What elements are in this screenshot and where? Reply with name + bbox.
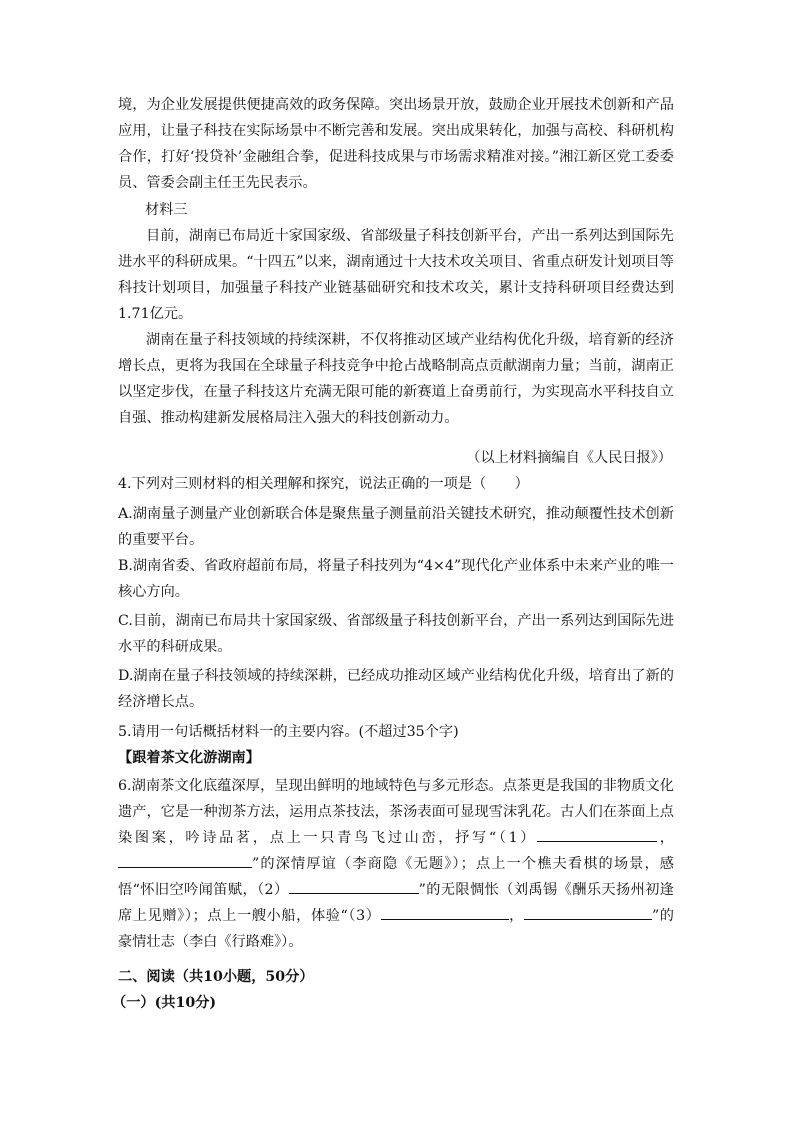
question-4-option-c: C.目前，湖南已布局共十家国家级、省部级量子科技创新平台，产出一系列达到国际先进水平的科研成果。 (118, 613, 674, 655)
question-4: 4.下列对三则材料的相关理解和探究，说法正确的一项是（ ） (118, 476, 529, 492)
tea-culture-section-heading: 【跟着茶文化游湖南】 (118, 750, 260, 766)
answer-blank-3a[interactable] (381, 905, 509, 920)
question-6-text-2: ， (657, 830, 674, 846)
section-two-heading: 二、阅读（共10小题，50分） (118, 969, 314, 985)
question-4-option-b: B.湖南省委、省政府超前布局，将量子科技列为“4×4”现代化产业体系中未来产业的唯一核心方向。 (118, 558, 674, 600)
source-citation: （以上材料摘编自《人民日报》） (466, 450, 672, 466)
answer-blank-1a[interactable] (537, 827, 657, 842)
question-5: 5.请用一句话概括材料一的主要内容。(不超过35个字) (118, 724, 459, 740)
material-three-heading: 材料三 (145, 202, 188, 218)
question-6-text-1: 6.湖南茶文化底蕴深厚，呈现出鲜明的地域特色与多元形态。点茶更是我国的非物质文化遗产，它是一种沏茶方法，运用点茶技法，茶汤表面可显现雪沫乳花。古人们在茶面上点染图案，吟诗品茗，点上一只青鸟飞过山峦，抒写“（1） (118, 778, 674, 846)
material-three-paragraph-1: 目前，湖南已布局近十家国家级、省部级量子科技创新平台，产出一系列达到国际先进水平的科研成果。“十四五”以来，湖南通过十大技术攻关项目、省重点研发计划项目等科技计划项目，加强量子科技产业链基础研究和技术攻关，累计支持科研项目经费达到1.71亿元。 (118, 228, 674, 322)
answer-blank-3b[interactable] (524, 905, 652, 920)
answer-blank-2[interactable] (289, 879, 419, 894)
question-6-text-5: ， (508, 908, 524, 924)
subsection-one-heading: （一）(共10分) (112, 995, 217, 1011)
intro-paragraph: 境，为企业发展提供便捷高效的政务保障。突出场景开放，鼓励企业开展技术创新和产品应用，让量子科技在实际场景中不断完善和发展。突出成果转化，加强与高校、科研机构合作，打好‘投贷补’金融组合拳，促进科技成果与市场需求精准对接。”湘江新区党工委委员、管委会副主任王先民表示。 (118, 97, 674, 191)
question-6-text-6: ”的豪情壮志（李白《行路难》）。 (118, 908, 674, 950)
question-4-option-a: A.湖南量子测量产业创新联合体是聚焦量子测量前沿关键技术研究，推动颠覆性技术创新的重要平台。 (118, 506, 674, 548)
material-three-paragraph-2: 湖南在量子科技领域的持续深耕，不仅将推动区域产业结构优化升级，培育新的经济增长点，更将为我国在全球量子科技竞争中抢占战略制高点贡献湖南力量；当前，湖南正以坚定步伐，在量子科技这片充满无限可能的新赛道上奋勇前行，为实现高水平科技自立自强、推动构建新发展格局注入强大的科技创新动力。 (118, 332, 674, 426)
answer-blank-1b[interactable] (118, 853, 252, 868)
question-6-text-3: ”的深情厚谊（李商隐《无题》）；点上一个樵夫看棋的场景，感悟“怀旧空吟闻笛赋，（2） (118, 856, 674, 898)
question-4-option-d: D.湖南在量子科技领域的持续深耕，已经成功推动区域产业结构优化升级，培育出了新的经济增长点。 (118, 668, 674, 710)
question-6-text-4: ”的无限惆怅（刘禹锡《酬乐天扬州初逢席上见赠》）；点上一艘小船，体验“（3） (118, 882, 674, 924)
question-6 (118, 773, 674, 955)
